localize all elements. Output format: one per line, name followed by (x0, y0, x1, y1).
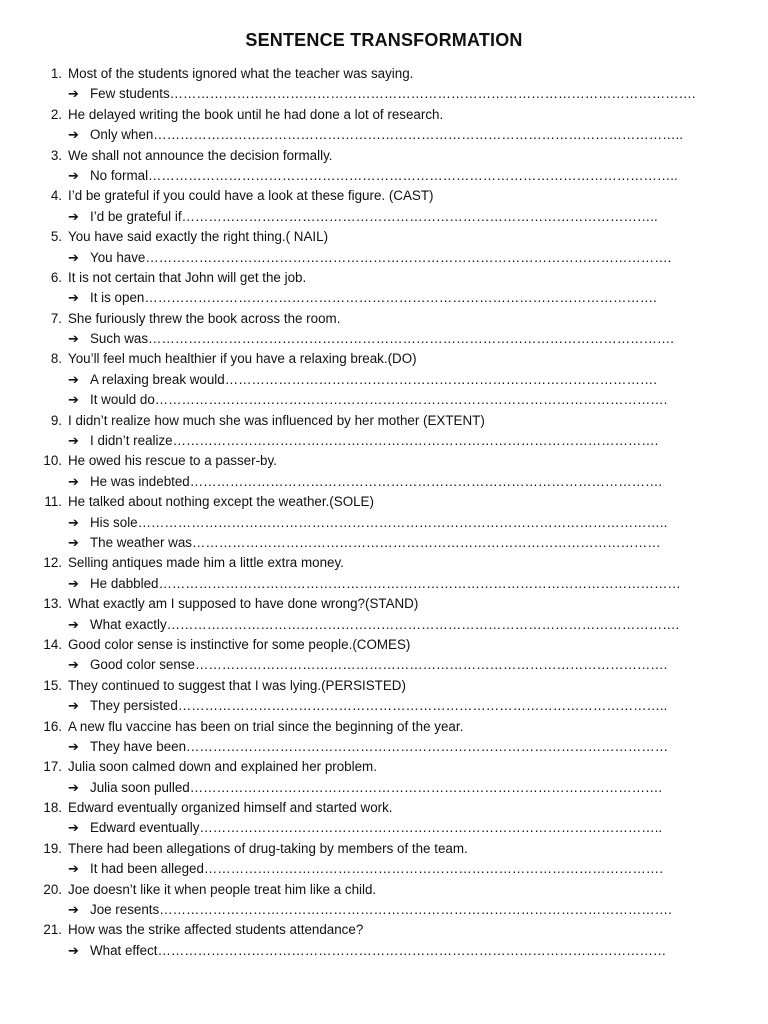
answer-prompt-text: It had been alleged…………………………………………………………………………………………. (90, 861, 663, 877)
item-number: 18. (43, 800, 62, 816)
item-number: 9. (50, 412, 62, 428)
answer-prompt-text: It would do……………………………………………………………………………………………………. (90, 392, 668, 408)
arrow-right-icon: ➔ (68, 698, 79, 714)
answer-prompt-line (40, 818, 760, 838)
question-line (40, 676, 760, 696)
answer-prompt-line (40, 615, 760, 635)
item-number: 1. (50, 66, 62, 81)
question-text: You’ll feel much healthier if you have a relaxing break.(DO) (68, 351, 417, 367)
question-text: What exactly am I supposed to have done wrong?(STAND) (68, 596, 419, 612)
exercise-item (40, 757, 760, 798)
answer-prompt-line (40, 737, 760, 757)
question-line (40, 349, 760, 369)
answer-prompt-line (40, 329, 760, 349)
answer-prompt-line (40, 941, 760, 961)
arrow-right-icon: ➔ (68, 433, 79, 449)
exercise-item (40, 451, 760, 492)
question-text: Julia soon calmed down and explained her problem. (68, 759, 377, 775)
arrow-right-icon: ➔ (68, 208, 79, 224)
exercise-item (40, 839, 760, 880)
item-number: 13. (43, 596, 62, 612)
exercise-item (40, 227, 760, 268)
answer-prompt-text: No formal……………………………………………………………………………………………………….. (90, 167, 678, 183)
answer-prompt-text: Julia soon pulled……………………………………………………………………………………………. (90, 779, 663, 795)
arrow-right-icon: ➔ (68, 861, 79, 877)
answer-prompt-line (40, 288, 760, 308)
arrow-right-icon: ➔ (68, 575, 79, 591)
question-line (40, 105, 760, 125)
question-text: Most of the students ignored what the teacher was saying. (68, 66, 414, 81)
exercise-item (40, 349, 760, 410)
arrow-right-icon: ➔ (68, 779, 79, 795)
answer-prompt-text: He was indebted……………………………………………………………………………………………. (90, 473, 663, 489)
arrow-right-icon: ➔ (68, 820, 79, 836)
answer-prompt-text: What exactly……………………………………………………………………………………………………. (90, 616, 680, 632)
question-text: Edward eventually organized himself and started work. (68, 800, 393, 816)
question-text: It is not certain that John will get the job. (68, 269, 307, 285)
answer-prompt-line (40, 166, 760, 186)
question-line (40, 268, 760, 288)
exercise-item (40, 553, 760, 594)
exercise-item (40, 492, 760, 553)
answer-prompt-line (40, 125, 760, 145)
exercise-item (40, 105, 760, 146)
arrow-right-icon: ➔ (68, 167, 79, 183)
answer-prompt-line (40, 431, 760, 451)
arrow-right-icon: ➔ (68, 473, 79, 489)
answer-prompt-text: Such was………………………………………………………………………………………………………. (90, 331, 675, 347)
item-number: 19. (43, 840, 62, 856)
item-number: 5. (50, 229, 62, 245)
answer-prompt-text: You have………………………………………………………………………………………………………. (90, 249, 672, 265)
answer-prompt-text: Joe resents……………………………………………………………………………………………………. (90, 902, 672, 918)
question-text: A new flu vaccine has been on trial since the beginning of the year. (68, 718, 464, 734)
answer-prompt-line (40, 900, 760, 920)
question-text: Joe doesn’t like it when people treat him like a child. (68, 881, 377, 897)
item-number: 10. (43, 453, 62, 469)
item-number: 16. (43, 718, 62, 734)
arrow-right-icon: ➔ (68, 902, 79, 918)
question-line (40, 309, 760, 329)
question-line (40, 186, 760, 206)
arrow-right-icon: ➔ (68, 392, 79, 408)
arrow-right-icon: ➔ (68, 290, 79, 306)
arrow-right-icon: ➔ (68, 514, 79, 530)
exercise-item (40, 594, 760, 635)
answer-prompt-text: They have been……………………………………………………………………………………………… (90, 738, 669, 754)
arrow-right-icon: ➔ (68, 249, 79, 265)
answer-prompt-text: A relaxing break would……………………………………………………………………………………. (90, 371, 657, 387)
item-number: 21. (43, 922, 62, 938)
question-line (40, 757, 760, 777)
question-text: You have said exactly the right thing.( NAIL) (68, 229, 329, 245)
question-line (40, 798, 760, 818)
question-text: I’d be grateful if you could have a look at these figure. (CAST) (68, 188, 434, 204)
arrow-right-icon: ➔ (68, 738, 79, 754)
question-line (40, 64, 760, 84)
exercise-item (40, 717, 760, 758)
answer-prompt-text: I didn’t realize………………………………………………………………………………………………. (90, 433, 659, 449)
question-line (40, 146, 760, 166)
question-line (40, 411, 760, 431)
arrow-right-icon: ➔ (68, 127, 79, 143)
exercise-item (40, 635, 760, 676)
answer-prompt-text: Few students………………………………………………………………………………………………………. (90, 86, 696, 102)
answer-prompt-text: It is open……………………………………………………………………………………………………. (90, 290, 657, 306)
question-line (40, 635, 760, 655)
item-number: 14. (43, 636, 62, 652)
item-number: 2. (50, 106, 62, 122)
question-text: He delayed writing the book until he had done a lot of research. (68, 106, 444, 122)
question-text: Selling antiques made him a little extra money. (68, 555, 344, 571)
answer-prompt-text: They persisted……………………………………………………………………………………………….. (90, 698, 668, 714)
exercise-item (40, 920, 760, 961)
answer-prompt-line (40, 207, 760, 227)
exercise-item (40, 411, 760, 452)
answer-prompt-line (40, 655, 760, 675)
question-text: He owed his rescue to a passer-by. (68, 453, 277, 469)
exercise-item (40, 64, 760, 105)
question-text: I didn’t realize how much she was influenced by her mother (EXTENT) (68, 412, 485, 428)
item-number: 12. (43, 555, 62, 571)
item-number: 11. (44, 494, 62, 510)
arrow-right-icon: ➔ (68, 534, 79, 550)
question-text: There had been allegations of drug-taking by members of the team. (68, 840, 468, 856)
answer-prompt-line (40, 513, 760, 533)
answer-prompt-text: Only when……………………………………………………………………………………………………….. (90, 127, 683, 143)
exercise-item (40, 309, 760, 350)
answer-prompt-line (40, 370, 760, 390)
answer-prompt-line (40, 390, 760, 410)
answer-prompt-text: I’d be grateful if…………………………………………………………………………………………….. (90, 208, 658, 224)
question-line (40, 717, 760, 737)
question-line (40, 880, 760, 900)
question-line (40, 451, 760, 471)
question-text: How was the strike affected students attendance? (68, 922, 364, 938)
question-line (40, 920, 760, 940)
question-line (40, 227, 760, 247)
arrow-right-icon: ➔ (68, 942, 79, 958)
item-number: 4. (50, 188, 62, 204)
arrow-right-icon: ➔ (68, 331, 79, 347)
item-number: 8. (50, 351, 62, 367)
question-line (40, 492, 760, 512)
arrow-right-icon: ➔ (68, 371, 79, 387)
page-title: SENTENCE TRANSFORMATION (245, 30, 523, 50)
question-line (40, 594, 760, 614)
arrow-right-icon: ➔ (68, 86, 79, 102)
answer-prompt-line (40, 248, 760, 268)
answer-prompt-line (40, 574, 760, 594)
exercise-item (40, 676, 760, 717)
exercise-item (40, 798, 760, 839)
exercise-list (40, 64, 760, 961)
arrow-right-icon: ➔ (68, 657, 79, 673)
item-number: 17. (43, 759, 62, 775)
answer-prompt-text: His sole……………………………………………………………………………………………………….. (90, 514, 668, 530)
answer-prompt-text: What effect…………………………………………………………………………………………………… (90, 942, 667, 958)
question-line (40, 553, 760, 573)
question-text: They continued to suggest that I was lying.(PERSISTED) (68, 677, 406, 693)
exercise-item (40, 186, 760, 227)
exercise-item (40, 146, 760, 187)
answer-prompt-line (40, 696, 760, 716)
answer-prompt-line (40, 84, 760, 104)
exercise-item (40, 880, 760, 921)
answer-prompt-text: He dabbled……………………………………………………………………………………………………… (90, 575, 681, 591)
answer-prompt-line (40, 472, 760, 492)
item-number: 6. (50, 269, 62, 285)
arrow-right-icon: ➔ (68, 616, 79, 632)
item-number: 3. (50, 147, 62, 163)
question-text: She furiously threw the book across the room. (68, 310, 341, 326)
answer-prompt-text: The weather was…………………………………………………………………………………………… (90, 534, 661, 550)
item-number: 20. (43, 881, 62, 897)
exercise-item (40, 268, 760, 309)
item-number: 15. (43, 677, 62, 693)
answer-prompt-text: Good color sense……………………………………………………………………………………………. (90, 657, 668, 673)
item-number: 7. (50, 310, 62, 326)
answer-prompt-line (40, 533, 760, 553)
answer-prompt-text: Edward eventually………………………………………………………………………………………….. (90, 820, 663, 836)
answer-prompt-line (40, 778, 760, 798)
question-text: We shall not announce the decision formally. (68, 147, 333, 163)
question-text: Good color sense is instinctive for some people.(COMES) (68, 636, 411, 652)
question-text: He talked about nothing except the weather.(SOLE) (68, 494, 374, 510)
question-line (40, 839, 760, 859)
answer-prompt-line (40, 859, 760, 879)
